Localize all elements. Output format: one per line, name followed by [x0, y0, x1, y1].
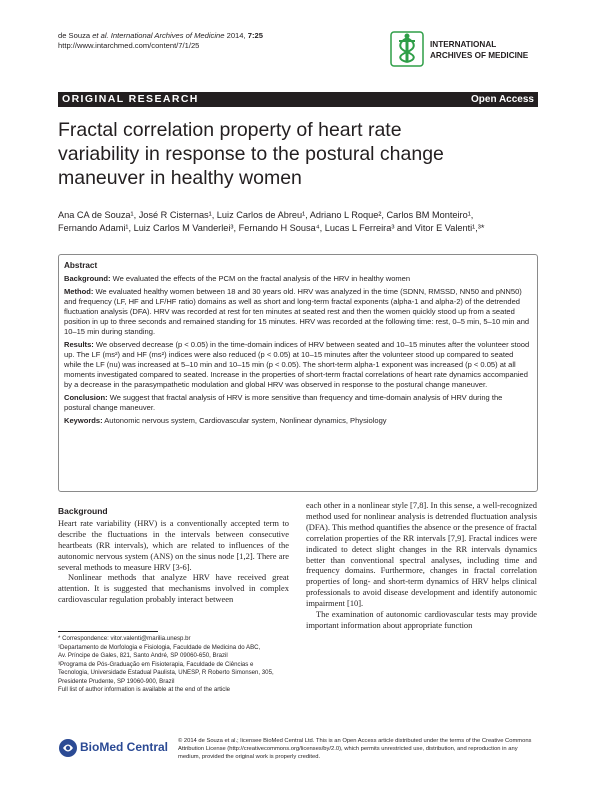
article-type-label: ORIGINAL RESEARCH — [62, 93, 199, 105]
body-paragraph: Heart rate variability (HRV) is a conventionally accepted term to describe the fluctuations in the intervals between consecutive heartbeats (RR intervals), which are related to influences of the autonomic nervous system (ANS) on the sinus node [1,2]. There are several methods to measure HRV [3-6]. — [58, 517, 289, 572]
citation-etal: et al. — [92, 31, 109, 40]
citation-line — [58, 31, 263, 41]
open-access-label: Open Access — [471, 93, 534, 105]
footnote-affiliation: ¹Departamento de Morfologia e Fisiologia, Faculdade de Medicina do ABC, — [58, 643, 261, 651]
abstract-method-text: We evaluated healthy women between 18 and 30 years old. HRV was analyzed in the time (SDNN, RMSSD, NN50 and pNN50) and frequency (LF, HF and LF/HF ratio) domains as well as short and long-term fractal exponents (alpha-1 and alpha-2) of the detrended fluctuation analysis (DFA). HRV was recorded at rest for ten minutes at seated rest and then the women quickly stood up from a seated position in up to three seconds and remained standing for 15 minutes. HRV was recorded at the following time: rest, 0–5 min, 5–10 min and 10–15 min during standing. — [64, 287, 530, 336]
publisher-logo-text: BioMed Central — [80, 740, 169, 754]
abstract-box — [58, 254, 538, 492]
license-notice: © 2014 de Souza et al.; licensee BioMed Central Ltd. This is an Open Access article distributed under the terms of the Creative Commons Attribution License (http://creativecommons.org/licenses/by/2.0), which permits unrestricted use, distribution, and reproduction in any medium, provided the original work is properly credited. — [178, 738, 532, 760]
body-column-right — [306, 500, 537, 631]
article-title — [58, 118, 538, 190]
abstract-conclusion-label: Conclusion: — [64, 393, 108, 402]
footnote-affiliation: Tecnologia, Universidade Estadual Paulista, UNESP, R Roberto Simonsen, 305, — [58, 669, 274, 677]
citation-url[interactable]: http://www.intarchmed.com/content/7/1/25 — [58, 41, 200, 50]
body-paragraph: The examination of autonomic cardiovascular tests may provide important information about appropriate function — [306, 609, 537, 630]
footnote-divider — [58, 631, 158, 632]
footnote-more-info: Full list of author information is available at the end of the article — [58, 686, 231, 694]
citation-volume: 7:25 — [247, 31, 263, 40]
abstract-results — [64, 340, 530, 390]
abstract-conclusion — [64, 393, 530, 413]
citation-block — [58, 31, 263, 51]
body-paragraph: Nonlinear methods that analyze HRV have received great attention. It is suggested that mechanisms involved in complex cardiovascular regulation probably interact between — [58, 572, 289, 605]
abstract-background-label: Background: — [64, 274, 111, 283]
section-bar — [58, 92, 538, 107]
footnote-correspondence[interactable]: * Correspondence: vitor.valenti@marilia.unesp.br — [58, 635, 191, 642]
citation-authors: de Souza — [58, 31, 93, 40]
citation-journal: International Archives of Medicine — [110, 31, 225, 40]
background-heading: Background — [58, 506, 108, 516]
footnote-affiliation: ³Programa de Pós-Graduação em Fisioterapia, Faculdade de Ciências e — [58, 660, 254, 668]
abstract-keywords-text: Autonomic nervous system, Cardiovascular system, Nonlinear dynamics, Physiology — [102, 416, 387, 425]
authors-line: Ana CA de Souza¹, José R Cisternas¹, Luiz Carlos de Abreu¹, Adriano L Roque², Carlos BM Monteiro¹, — [58, 210, 474, 220]
body-paragraph: each other in a nonlinear style [7,8]. In this sense, a well-recognized method used for nonlinear analysis is detrended fluctuation analysis (DFA). This method quantifies the absence or the presence of fractal correlation properties of the RR intervals [7,9]. Fractal indices were indicated to detect slight changes in the RR intervals dynamics better than conventional spectral analyses, including time and frequency domains. Furthermore, changes in fractal correlation properties of long- and short-term dynamics of HRV helps clinical professionals to avoid disease development and identify autonomic impairment [10]. — [306, 500, 537, 609]
journal-emblem-icon — [387, 30, 427, 68]
title-line: Fractal correlation property of heart rate — [58, 119, 402, 141]
body-column-left — [58, 506, 289, 605]
journal-name — [430, 39, 528, 61]
abstract-method — [64, 287, 530, 337]
authors-line: Fernando Adami¹, Luiz Carlos M Vanderlei³, Fernando H Sousa⁴, Lucas L Ferreira³ and Vitor E Valenti¹,³* — [58, 222, 485, 233]
abstract-keywords-label: Keywords: — [64, 416, 103, 425]
journal-name-line2: ARCHIVES OF MEDICINE — [430, 51, 529, 60]
abstract-method-label: Method: — [64, 287, 94, 296]
footnote-affiliation: Presidente Prudente, SP 19060-900, Brazil — [58, 677, 175, 685]
author-list — [58, 209, 528, 234]
abstract-conclusion-text: We suggest that fractal analysis of HRV is more sensitive than frequency and time-domain analysis of HRV during the postural change maneuver. — [64, 393, 503, 412]
abstract-heading: Abstract — [64, 261, 98, 270]
footnotes — [58, 635, 298, 695]
abstract-results-text: We observed decrease (p < 0.05) in the time-domain indices of HRV between seated and 10–15 minutes after the volunteer stood up. The LF (ms²) and HF (ms²) indices were also reduced (p < 0.05) at 10–15 minutes after the volunteer stood up compared to seated while the LF (nu) was increased at 5–10 min and 10–15 min (p < 0.05). The short-term alpha-1 exponent was increased (p < 0.05) at all moments investigated compared to seated. Increase in the properties of short-term fractal correlations of heart rate dynamics accompanied by a decrease in the parasympathetic modulation and global HRV was observed in response to the postural change maneuver. — [64, 340, 530, 389]
footnote-affiliation: Av. Príncipe de Gales, 821, Santo André, SP 09060-650, Brazil — [58, 652, 228, 660]
abstract-background — [64, 274, 530, 284]
abstract-background-text: We evaluated the effects of the PCM on the fractal analysis of the HRV in healthy women — [110, 274, 411, 283]
abstract-results-label: Results: — [64, 340, 94, 349]
title-line: variability in response to the postural change — [58, 143, 444, 165]
biomed-central-icon — [58, 738, 78, 758]
publisher-logo — [58, 737, 168, 759]
abstract-keywords — [64, 416, 530, 426]
title-line: maneuver in healthy women — [58, 167, 302, 189]
citation-year: 2014, — [224, 31, 248, 40]
journal-name-line1: INTERNATIONAL — [430, 40, 497, 49]
